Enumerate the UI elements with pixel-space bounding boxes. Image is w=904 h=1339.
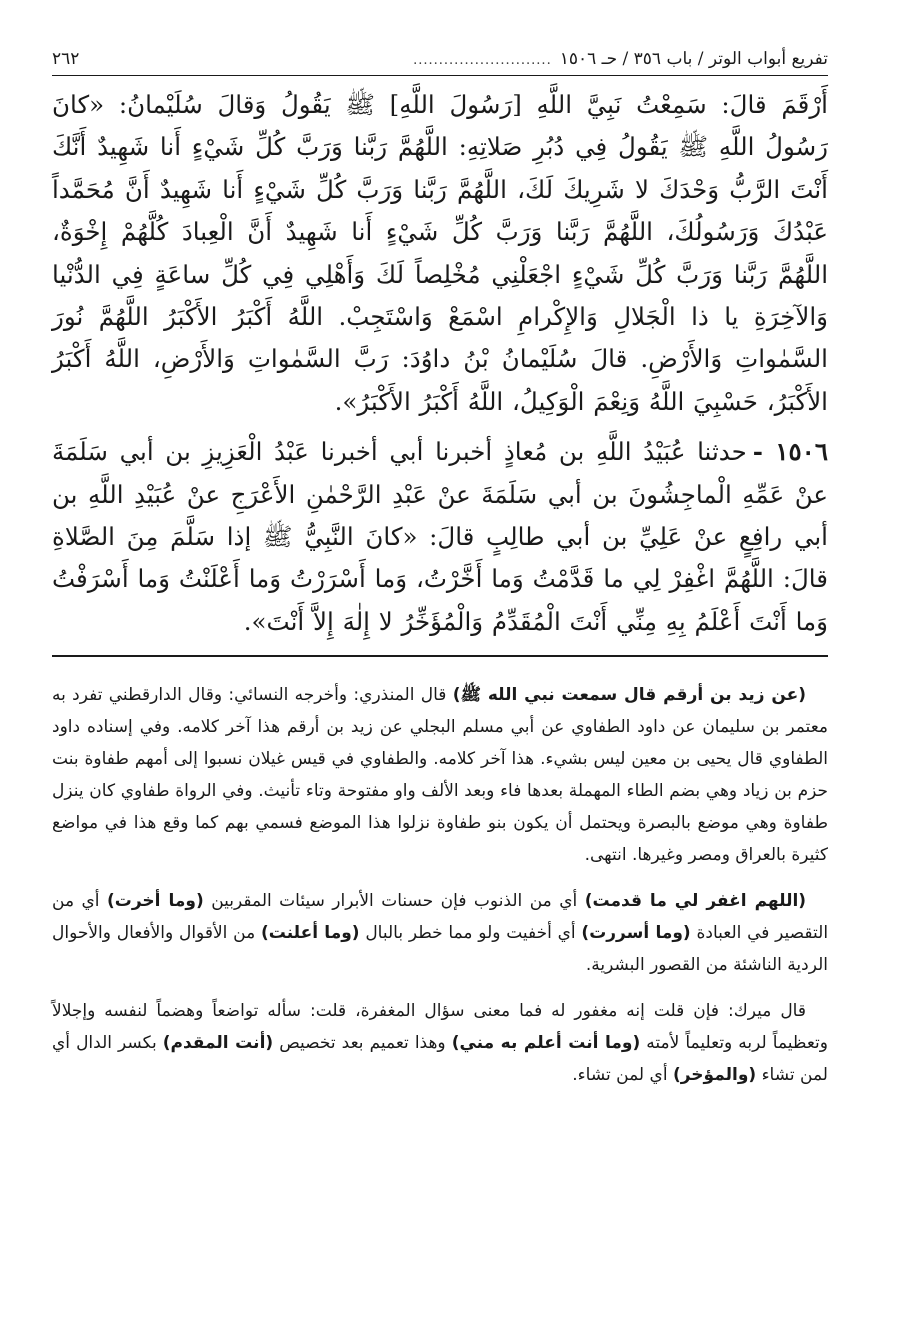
commentary-text: قال المنذري: وأخرجه النسائي: وقال الدارقطني تفرد به معتمر بن سليمان عن داود الطفاوي عن أبي مسلم البجلي عن زيد بن أرقم هذا آخر كلامه. وفي إسناده داود الطفاوي قال يحيى بن معين ليس بشيء. هذا آخر كلامه. والطفاوي في قيس غيلان نسبوا إلى أمهم طفاوة بنت حزم بن زياد وهي بضم الطاء المهملة بعدها فاء وبعد الألف واو مفتوحة وتاء تأنيث. وفي الرواة طفاوي كان ينزل طفاوة وهي موضع بالبصرة ويحتمل أن يكون بنو طفاوة نزلوا هذا الموضع فسمي بهم كما وقع هذا في مواضع كثيرة بالعراق ومصر وغيرها. انتهى. bbox=[52, 685, 828, 866]
commentary-lemma: (وما أسررت) bbox=[581, 923, 691, 944]
commentary-text: بكسر الدال أي لمن تشاء bbox=[52, 1033, 828, 1086]
commentary-text: أي من التقصير في العبادة bbox=[52, 891, 829, 944]
commentary-lemma: (والمؤخر) bbox=[672, 1065, 757, 1086]
dot-leader: ........................... bbox=[413, 53, 552, 68]
commentary-text: أي من الذنوب فإن حسنات الأبرار سيئات المقربين bbox=[211, 891, 578, 912]
commentary-text: أي لمن تشاء. bbox=[572, 1065, 668, 1086]
hadith-1506-text: حدثنا عُبَيْدُ اللَّهِ بن مُعاذٍ أخبرنا أبي أخبرنا عَبْدُ الْعَزِيزِ بن أبي سَلَمَةَ عنْ عَمِّهِ الْماجِشُونَ بن أبي سَلَمَةَ عنْ عَبْدِ الرَّحْمٰنِ الأَعْرَجِ عنْ عُبَيْدِ اللَّهِ بن أبي رافِعٍ عنْ عَلِيِّ بن أبي طالِبٍ قالَ: «كانَ النَّبِيُّ ﷺ إذا سَلَّمَ مِنَ الصَّلاةِ قالَ: اللَّهُمَّ اغْفِرْ لِي ما قَدَّمْتُ وَما أَخَّرْتُ، وَما أَسْرَرْتُ وَما أَعْلَنْتُ وَما أَسْرَفْتُ وَما أَنْتَ أَعْلَمُ بِهِ مِنِّي أَنْتَ الْمُقَدِّمُ وَالْمُؤَخِّرُ لا إِلٰهَ إِلاَّ أَنْتَ». bbox=[52, 437, 828, 636]
commentary-lemma: (عن زيد بن أرقم قال سمعت نبي الله ﷺ) bbox=[452, 685, 806, 706]
hadith-number: ١٥٠٦ - bbox=[752, 437, 828, 467]
commentary-lemma: (أنت المقدم) bbox=[162, 1033, 274, 1054]
commentary-lemma: (اللهم اغفر لي ما قدمت) bbox=[584, 891, 807, 912]
commentary-lemma: (وما أخرت) bbox=[107, 891, 204, 912]
footnote-divider bbox=[52, 655, 828, 657]
commentary-paragraph bbox=[52, 995, 828, 1091]
commentary bbox=[52, 679, 828, 1091]
hadith-text bbox=[52, 84, 828, 643]
commentary-text: أي أخفيت ولو مما خطر بالبال bbox=[365, 923, 576, 944]
running-title: تفريع أبواب الوتر / باب ٣٥٦ / حـ ١٥٠٦ bbox=[559, 49, 828, 69]
page-header bbox=[52, 48, 828, 76]
running-title-group bbox=[413, 48, 828, 72]
hadith-1506 bbox=[52, 431, 828, 643]
commentary-text: وهذا تعميم بعد تخصيص bbox=[279, 1033, 446, 1054]
commentary-paragraph bbox=[52, 679, 828, 871]
hadith-continuation: أَرْقَمَ قالَ: سَمِعْتُ نَبِيَّ اللَّهِ [رَسُولَ اللَّهِ] ﷺ يَقُولُ وَقالَ سُلَيْمانُ: «كانَ رَسُولُ اللَّهِ ﷺ يَقُولُ فِي دُبُرِ صَلاتِهِ: اللَّهُمَّ رَبَّنا وَرَبَّ كُلِّ شَيْءٍ أَنا شَهِيدٌ أَنَّكَ أَنْتَ الرَّبُّ وَحْدَكَ لا شَرِيكَ لَكَ، اللَّهُمَّ رَبَّنا وَرَبَّ كُلِّ شَيْءٍ أَنا شَهِيدٌ أَنَّ مُحَمَّداً عَبْدُكَ وَرَسُولُكَ، اللَّهُمَّ رَبَّنا وَرَبَّ كُلِّ شَيْءٍ أَنا شَهِيدٌ أَنَّ الْعِبادَ كُلَّهُمْ إِخْوَةٌ، اللَّهُمَّ رَبَّنا وَرَبَّ كُلِّ شَيْءٍ اجْعَلْنِي مُخْلِصاً لَكَ وَأَهْلِي فِي كُلِّ ساعَةٍ فِي الدُّنْيا وَالآخِرَةِ يا ذا الْجَلالِ وَالإِكْرامِ اسْمَعْ وَاسْتَجِبْ. اللَّهُ أَكْبَرُ الأَكْبَرُ اللَّهُمَّ نُورَ السَّمٰواتِ وَالأَرْضِ. قالَ سُلَيْمانُ بْنُ داوُدَ: رَبَّ السَّمٰواتِ وَالأَرْضِ، اللَّهُ أَكْبَرُ الأَكْبَرُ، حَسْبِيَ اللَّهُ وَنِعْمَ الْوَكِيلُ، اللَّهُ أَكْبَرُ الأَكْبَرُ». bbox=[52, 90, 828, 416]
page-number: ٢٦٢ bbox=[52, 49, 80, 69]
commentary-paragraph bbox=[52, 885, 828, 981]
commentary-lemma: (وما أنت أعلم به مني) bbox=[451, 1033, 641, 1054]
commentary-text: قال ميرك: فإن قلت إنه مغفور له فما معنى سؤال المغفرة، قلت: سأله تواضعاً وهضماً لنفسه وإجلالاً وتعظيماً لربه وتعليماً لأمته bbox=[52, 1001, 828, 1054]
book-page bbox=[52, 48, 828, 1091]
commentary-text: من الأقوال والأفعال والأحوال الردية الناشئة من القصور البشرية. bbox=[52, 923, 828, 976]
commentary-lemma: (وما أعلنت) bbox=[260, 923, 360, 944]
